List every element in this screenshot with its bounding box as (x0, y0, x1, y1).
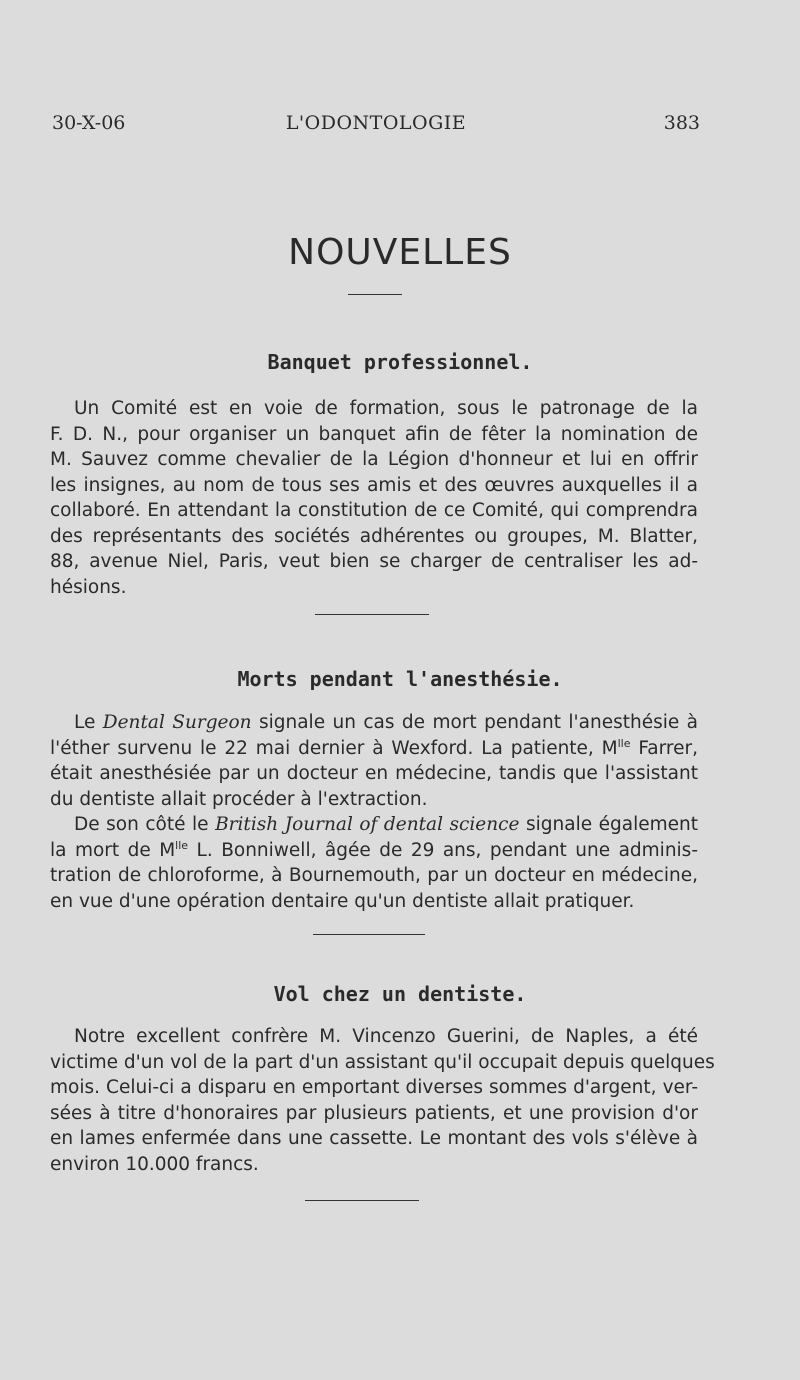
page-number: 383 (663, 112, 700, 134)
text-line: environ 10.000 francs. (50, 1153, 259, 1175)
text-line: collaboré. En attendant la constitution de ce Comité, qui comprendra (50, 500, 698, 521)
text-line (50, 812, 698, 838)
section-heading-anesthesie: Morts pendant l'anesthésie. (237, 667, 563, 691)
title-divider (348, 294, 402, 295)
journal-name-italic: Dental Surgeon (102, 712, 252, 733)
page-title: NOUVELLES (288, 232, 512, 273)
section-divider (305, 1200, 419, 1201)
text-run: De son côté le (74, 814, 216, 835)
section-heading-vol: Vol chez un dentiste. (273, 982, 527, 1006)
text-line: en lames enfermée dans une cassette. Le montant des vols s'élève à (50, 1128, 698, 1149)
text-run: signale également (519, 814, 699, 835)
section-divider (315, 614, 429, 615)
text-line: en vue d'une opération dentaire qu'un dentiste allait pratiquer. (50, 890, 635, 912)
text-line: tration de chloroforme, à Bournemouth, par un docteur en médecine, (50, 865, 698, 886)
text-line: 88, avenue Niel, Paris, veut bien se charger de centraliser les ad- (50, 551, 698, 572)
text-line: F. D. N., pour organiser un banquet afin de fêter la nomination de (50, 423, 698, 445)
text-run: signale un cas de mort pendant l'anesthésie à (251, 712, 698, 733)
text-line: mois. Celui-ci a disparu en emportant diverses sommes d'argent, ver- (50, 1077, 698, 1098)
text-run: L. Bonniwell, âgée de 29 ans, pendant une adminis- (188, 839, 698, 861)
text-run: l'éther survenu le 22 mai dernier à Wexford. La patiente, M (50, 737, 618, 759)
text-run: Farrer, (630, 737, 698, 759)
paragraph-anesthesie-2 (50, 812, 698, 914)
superscript: lle (617, 736, 631, 750)
text-line (50, 710, 698, 736)
issue-date: 30-X-06 (52, 112, 126, 134)
text-line: Notre excellent confrère M. Vincenzo Guerini, de Naples, a été (74, 1026, 698, 1047)
text-run: Le (74, 712, 103, 733)
text-line: victime d'un vol de la part d'un assistant qu'il occupait depuis quelques (50, 1051, 715, 1073)
paragraph-vol (50, 1024, 715, 1177)
journal-title: L'ODONTOLOGIE (285, 112, 467, 134)
text-line: Un Comité est en voie de formation, sous le patronage de la (74, 398, 698, 419)
section-divider (313, 934, 425, 935)
text-line: était anesthésiée par un docteur en médecine, tandis que l'assistant (50, 763, 698, 784)
text-run: la mort de M (50, 839, 176, 861)
text-line (50, 736, 698, 762)
running-header (52, 112, 700, 142)
text-line (50, 838, 698, 864)
paragraph-anesthesie-1 (50, 710, 698, 812)
text-line: les insignes, au nom de tous ses amis et des œuvres auxquelles il a (50, 474, 698, 496)
text-line: sées à titre d'honoraires par plusieurs patients, et une provision d'or (50, 1102, 698, 1124)
text-line: du dentiste allait procéder à l'extraction. (50, 788, 428, 810)
paragraph-banquet (50, 396, 698, 600)
superscript: lle (175, 838, 189, 852)
text-line: M. Sauvez comme chevalier de la Légion d'honneur et lui en offrir (50, 449, 698, 470)
journal-name-italic: British Journal of dental science (215, 814, 520, 835)
text-line: hésions. (50, 576, 127, 598)
text-line: des représentants des sociétés adhérentes ou groupes, M. Blatter, (50, 525, 698, 547)
section-heading-banquet: Banquet professionnel. (267, 350, 533, 374)
